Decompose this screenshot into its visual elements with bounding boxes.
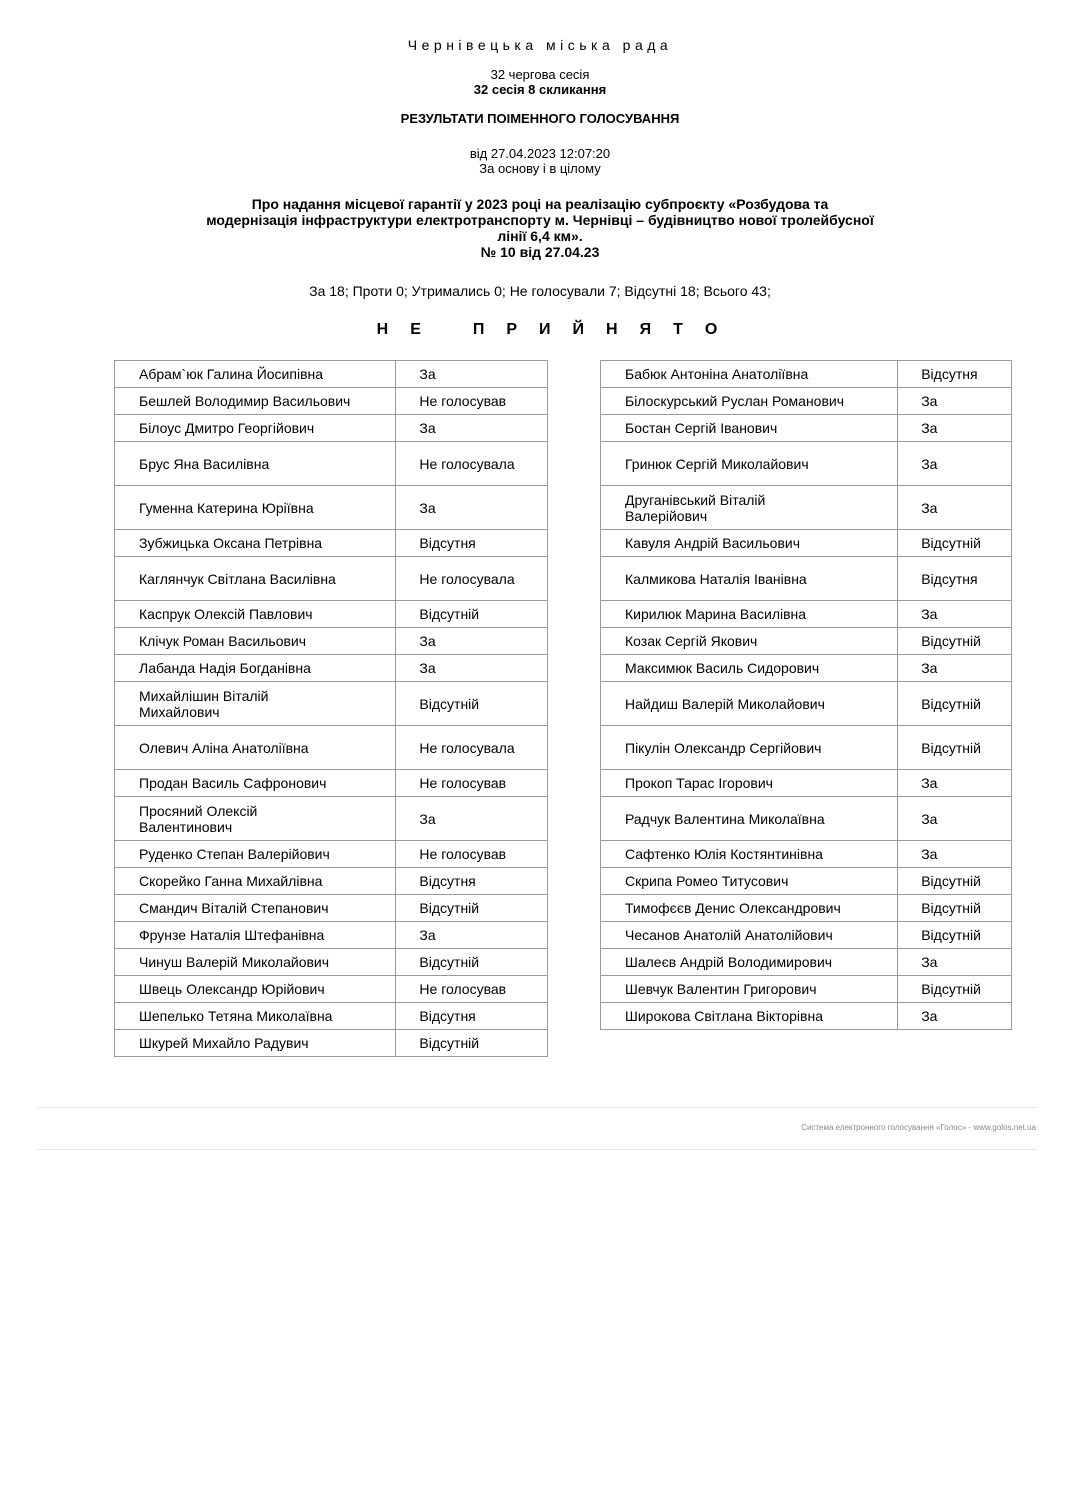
deputy-name: Бостан Сергій Іванович <box>601 415 898 442</box>
deputy-vote: Відсутній <box>396 1030 548 1057</box>
table-row <box>601 841 1012 868</box>
deputy-name: Сафтенко Юлія Костянтинівна <box>601 841 898 868</box>
vote-verdict <box>0 321 1080 339</box>
deputy-vote: Відсутній <box>396 895 548 922</box>
deputy-name: Кавуля Андрій Васильович <box>601 530 898 557</box>
verdict-letter: Р <box>506 321 532 338</box>
deputy-vote: За <box>396 361 548 388</box>
verdict-letter: Я <box>639 321 666 338</box>
table-row <box>115 841 548 868</box>
deputy-name: Бабюк Антоніна Анатоліївна <box>601 361 898 388</box>
deputy-vote: Не голосував <box>396 388 548 415</box>
deputy-vote: Відсутній <box>898 726 1012 770</box>
table-row <box>115 361 548 388</box>
table-row <box>601 557 1012 601</box>
table-row <box>115 655 548 682</box>
deputy-name: Тимофєєв Денис Олександрович <box>601 895 898 922</box>
deputy-name: Шевчук Валентин Григорович <box>601 976 898 1003</box>
table-row <box>115 895 548 922</box>
decision-line: модернізація інфраструктури електротранспорту м. Чернівці – будівництво нової тролейбусної <box>206 212 874 228</box>
deputy-name: Смандич Віталій Степанович <box>115 895 396 922</box>
deputy-name: Абрам`юк Галина Йосипівна <box>115 361 396 388</box>
table-row <box>115 628 548 655</box>
table-row <box>601 628 1012 655</box>
deputy-name: Продан Василь Сафронович <box>115 770 396 797</box>
votes-table-left <box>114 360 548 1057</box>
deputy-vote: Відсутній <box>396 949 548 976</box>
table-row <box>601 868 1012 895</box>
deputy-vote: Не голосувала <box>396 442 548 486</box>
verdict-letter: Й <box>572 321 599 338</box>
footer-credit: Система електронного голосування «Голос» - www.golos.net.ua <box>801 1123 1036 1132</box>
decision-line: Про надання місцевої гарантії у 2023 році на реалізацію субпроєкту «Розбудова та <box>251 196 829 212</box>
council-name: Чернівецька міська рада <box>407 37 673 53</box>
table-row <box>115 1030 548 1057</box>
deputy-name: Білоскурський Руслан Романович <box>601 388 898 415</box>
deputy-name: Найдиш Валерій Миколайович <box>601 682 898 726</box>
deputy-name: Олевич Аліна Анатоліївна <box>115 726 396 770</box>
table-row <box>115 682 548 726</box>
deputy-vote: За <box>898 486 1012 530</box>
deputy-name: Козак Сергій Якович <box>601 628 898 655</box>
vote-totals: За 18; Проти 0; Утримались 0; Не голосували 7; Відсутні 18; Всього 43; <box>309 283 771 299</box>
deputy-vote: За <box>396 655 548 682</box>
deputy-name: Скорейко Ганна Михайлівна <box>115 868 396 895</box>
deputy-name: Шалеєв Андрій Володимирович <box>601 949 898 976</box>
votes-table-right <box>600 360 1012 1030</box>
table-row <box>601 442 1012 486</box>
deputy-vote: Відсутній <box>898 895 1012 922</box>
deputy-name: Гуменна Катерина Юріївна <box>115 486 396 530</box>
deputy-name: Чесанов Анатолій Анатолійович <box>601 922 898 949</box>
deputy-vote: За <box>396 797 548 841</box>
deputy-vote: За <box>898 388 1012 415</box>
deputy-name: Гринюк Сергій Миколайович <box>601 442 898 486</box>
deputy-vote: За <box>898 601 1012 628</box>
deputy-vote: Відсутня <box>396 1003 548 1030</box>
table-row <box>115 415 548 442</box>
deputy-name: Клічук Роман Васильович <box>115 628 396 655</box>
deputy-name: Скрипа Ромео Титусович <box>601 868 898 895</box>
verdict-letter: Е <box>410 321 435 338</box>
deputy-vote: Відсутній <box>898 628 1012 655</box>
vote-datetime: від 27.04.2023 12:07:20 <box>469 146 611 161</box>
deputy-name: Білоус Дмитро Георгійович <box>115 415 396 442</box>
deputy-name: Брус Яна Василівна <box>115 442 396 486</box>
deputy-name: Широкова Світлана Вікторівна <box>601 1003 898 1030</box>
deputy-vote: За <box>898 770 1012 797</box>
deputy-vote: За <box>898 655 1012 682</box>
deputy-name: Зубжицька Оксана Петрівна <box>115 530 396 557</box>
deputy-vote: Відсутній <box>898 530 1012 557</box>
session-convocation: 32 сесія 8 скликання <box>473 82 607 97</box>
table-row <box>115 442 548 486</box>
decision-number: № 10 від 27.04.23 <box>480 244 600 260</box>
table-row <box>115 486 548 530</box>
deputy-vote: Відсутня <box>396 530 548 557</box>
table-row <box>601 949 1012 976</box>
table-row <box>601 682 1012 726</box>
table-row <box>601 976 1012 1003</box>
table-row <box>601 655 1012 682</box>
table-row <box>601 922 1012 949</box>
deputy-name: Чинуш Валерій Миколайович <box>115 949 396 976</box>
deputy-name: Михайлішин Віталій Михайлович <box>115 682 396 726</box>
deputy-vote: Відсутній <box>898 976 1012 1003</box>
deputy-name: Друганівський Віталій Валерійович <box>601 486 898 530</box>
deputy-name: Шкурей Михайло Радувич <box>115 1030 396 1057</box>
table-row <box>115 868 548 895</box>
table-row <box>601 726 1012 770</box>
deputy-name: Прокоп Тарас Ігорович <box>601 770 898 797</box>
table-row <box>601 770 1012 797</box>
deputy-vote: Не голосував <box>396 770 548 797</box>
deputy-vote: Відсутній <box>898 682 1012 726</box>
deputy-name: Фрунзе Наталія Штефанівна <box>115 922 396 949</box>
table-row <box>115 797 548 841</box>
deputy-vote: Не голосував <box>396 976 548 1003</box>
deputy-name: Калмикова Наталія Іванівна <box>601 557 898 601</box>
deputy-name: Пікулін Олександр Сергійович <box>601 726 898 770</box>
table-row <box>115 922 548 949</box>
table-row <box>115 1003 548 1030</box>
verdict-letter: И <box>539 321 565 338</box>
deputy-name: Каспрук Олексій Павлович <box>115 601 396 628</box>
deputy-vote: Відсутня <box>898 361 1012 388</box>
table-row <box>601 361 1012 388</box>
verdict-letter: Н <box>606 321 632 338</box>
table-row <box>601 601 1012 628</box>
table-row <box>115 949 548 976</box>
deputy-vote: За <box>396 486 548 530</box>
verdict-letter: О <box>704 321 732 338</box>
deputy-vote: Не голосувала <box>396 557 548 601</box>
deputy-name: Радчук Валентина Миколаївна <box>601 797 898 841</box>
table-row <box>115 601 548 628</box>
deputy-name: Максимюк Василь Сидорович <box>601 655 898 682</box>
deputy-name: Лабанда Надія Богданівна <box>115 655 396 682</box>
deputy-vote: Відсутня <box>898 557 1012 601</box>
decision-title <box>0 196 1080 260</box>
deputy-vote: Не голосував <box>396 841 548 868</box>
session-number: 32 чергова сесія <box>490 67 590 82</box>
deputy-name: Кирилюк Марина Василівна <box>601 601 898 628</box>
table-row <box>601 895 1012 922</box>
verdict-letter: Н <box>376 321 403 338</box>
deputy-vote: За <box>898 1003 1012 1030</box>
deputy-name: Каглянчук Світлана Василівна <box>115 557 396 601</box>
deputy-name: Руденко Степан Валерійович <box>115 841 396 868</box>
deputy-vote: Відсутній <box>396 682 548 726</box>
deputy-vote: За <box>396 628 548 655</box>
table-row <box>601 415 1012 442</box>
deputy-name: Шепелько Тетяна Миколаївна <box>115 1003 396 1030</box>
deputy-name: Просяний Олексій Валентинович <box>115 797 396 841</box>
deputy-vote: Відсутній <box>898 868 1012 895</box>
deputy-vote: За <box>898 442 1012 486</box>
results-title: РЕЗУЛЬТАТИ ПОІМЕННОГО ГОЛОСУВАННЯ <box>400 111 680 126</box>
deputy-vote: За <box>898 949 1012 976</box>
deputy-vote: За <box>898 415 1012 442</box>
table-row <box>601 530 1012 557</box>
vote-mode: За основу і в цілому <box>479 161 601 176</box>
deputy-vote: За <box>898 841 1012 868</box>
footer-divider-top <box>37 1107 1037 1108</box>
deputy-name: Швець Олександр Юрійович <box>115 976 396 1003</box>
table-row <box>115 726 548 770</box>
table-row <box>601 797 1012 841</box>
deputy-vote: Відсутній <box>898 922 1012 949</box>
table-row <box>115 530 548 557</box>
table-row <box>601 1003 1012 1030</box>
table-row <box>601 486 1012 530</box>
deputy-vote: За <box>898 797 1012 841</box>
verdict-letter: Т <box>673 321 697 338</box>
table-row <box>601 388 1012 415</box>
deputy-vote: За <box>396 415 548 442</box>
table-row <box>115 976 548 1003</box>
footer-divider-bottom <box>37 1149 1037 1150</box>
deputy-vote: Відсутній <box>396 601 548 628</box>
deputy-name: Бешлей Володимир Васильович <box>115 388 396 415</box>
table-row <box>115 388 548 415</box>
deputy-vote: Відсутня <box>396 868 548 895</box>
deputy-vote: За <box>396 922 548 949</box>
table-row <box>115 770 548 797</box>
decision-line: лінії 6,4 км». <box>497 228 583 244</box>
deputy-vote: Не голосувала <box>396 726 548 770</box>
table-row <box>115 557 548 601</box>
verdict-letter: П <box>472 321 499 338</box>
